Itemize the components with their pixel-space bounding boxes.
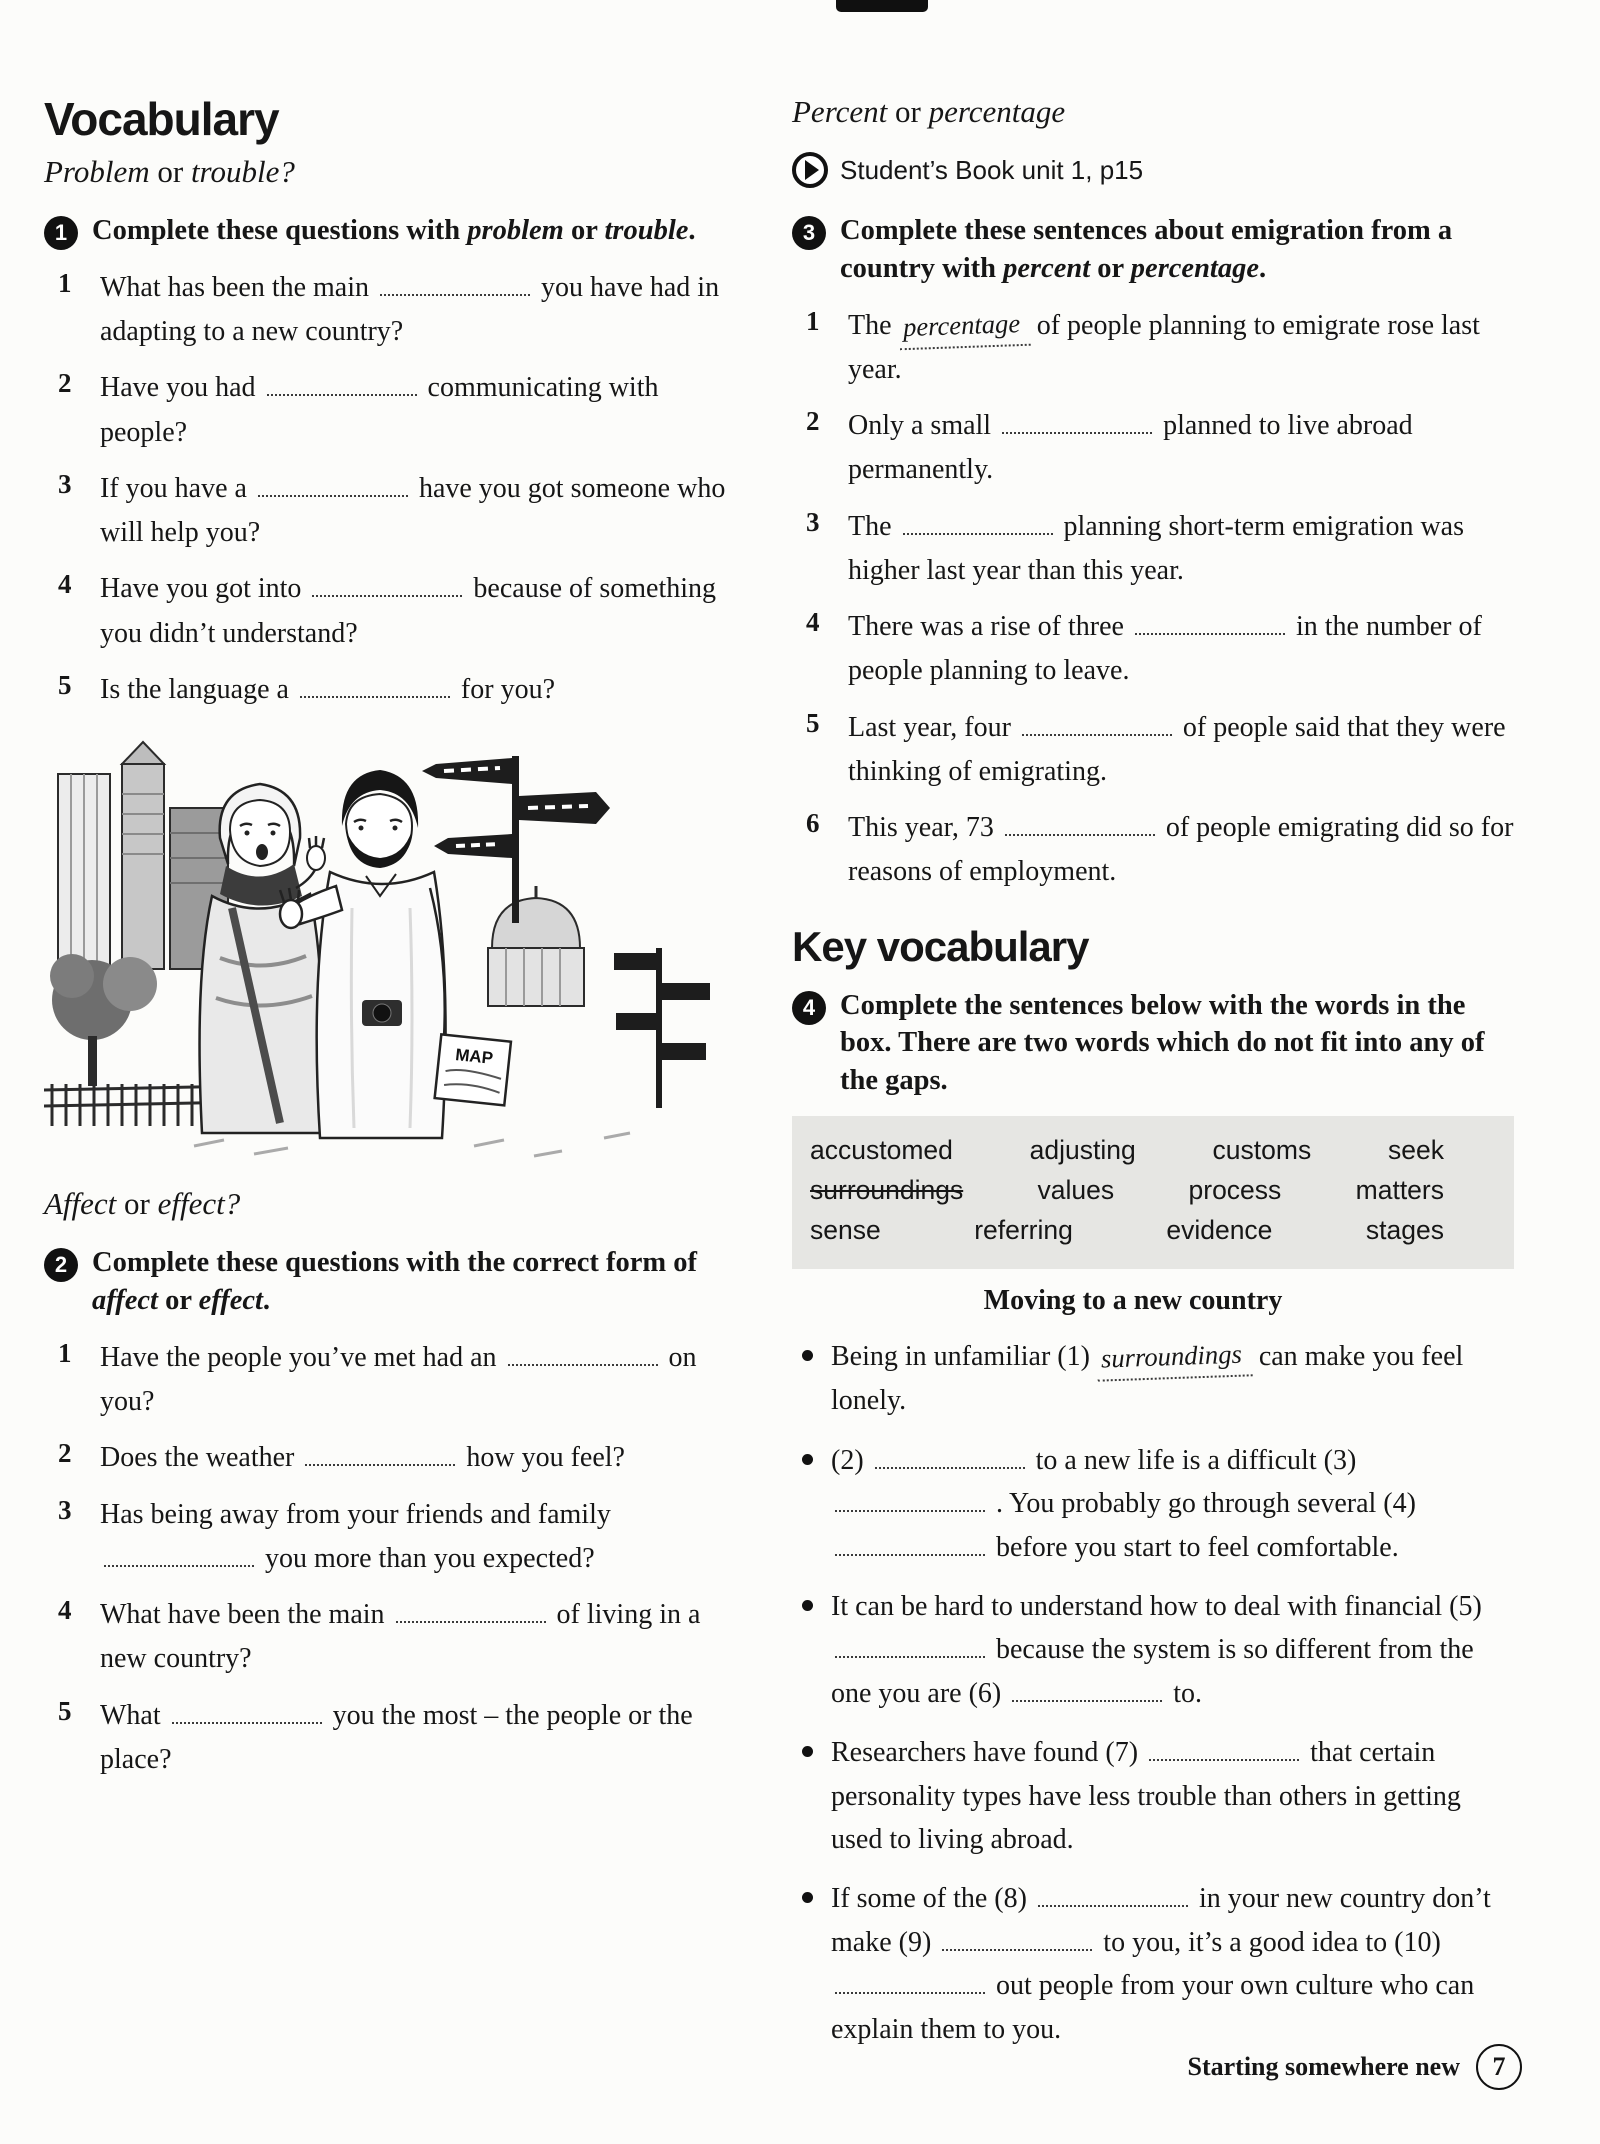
street-scene-drawing (44, 738, 734, 1168)
map (435, 1035, 511, 1106)
text-segment: . (688, 215, 696, 246)
text-segment: Last year, four (848, 711, 1018, 743)
text-segment: or (149, 154, 191, 189)
bullet-dot (802, 1892, 813, 1903)
text-segment: adjusting (1029, 1135, 1136, 1166)
signpost (422, 756, 610, 923)
question-item (58, 266, 744, 354)
text-segment: of living in a new country? (100, 1599, 701, 1675)
sentence-text (848, 806, 1514, 894)
bullet-item (802, 1439, 1514, 1569)
text-segment: Complete these sentences about emigration from a country with (840, 215, 1453, 284)
question-number: 2 (58, 1438, 72, 1469)
text-segment: in the number of people planning to leave. (848, 611, 1482, 687)
question-text (100, 1593, 744, 1681)
text-segment: Complete the sentences below with the words in the box. There are two words which do not fit into any of the gaps. (840, 989, 1485, 1097)
sentence-text (848, 605, 1514, 693)
text-segment: stages (1365, 1215, 1444, 1246)
blank-line (1022, 711, 1172, 736)
text-segment: accustomed (810, 1135, 953, 1166)
text-segment: for you? (453, 673, 555, 705)
text-segment: because the system is so different from the one you are (6) (831, 1634, 1474, 1709)
italic-text-segment: affect (92, 1285, 158, 1316)
text-segment: how you feel? (459, 1442, 625, 1474)
bullet-item (802, 1335, 1514, 1423)
sentence-number: 2 (806, 406, 820, 437)
italic-text-segment: Percent (792, 94, 888, 129)
italic-text-segment: percentage (928, 94, 1066, 129)
text-segment: There was a rise of three (848, 611, 1131, 643)
text-segment: planning short-term emigration was higher last year than this year. (848, 510, 1464, 586)
bullet-list (792, 1335, 1514, 2051)
text-segment: or (887, 94, 929, 129)
question-item (58, 1336, 744, 1424)
map-label: MAP (454, 1045, 494, 1068)
exercise-3-header (792, 212, 1514, 288)
text-segment: What have been the main (100, 1599, 392, 1631)
question-number: 5 (58, 1695, 72, 1726)
italic-text-segment: percentage (1130, 252, 1260, 284)
question-item (58, 467, 744, 555)
street-scene-illustration (44, 738, 744, 1168)
text-segment: communicating with people? (100, 372, 659, 448)
bullet-dot (802, 1454, 813, 1465)
text-segment: referring (974, 1215, 1073, 1246)
exercise-number-badge: 2 (44, 1248, 78, 1282)
text-segment: planned to live abroad permanently. (848, 410, 1413, 486)
text-segment: Have the people you’ve met had an (100, 1341, 504, 1373)
text-segment: or (563, 215, 605, 246)
text-segment: Have you had (100, 372, 263, 404)
text-segment: you the most – the people or the place? (100, 1699, 693, 1775)
question-item (58, 1436, 744, 1480)
question-text (100, 1336, 744, 1424)
exercise-number-badge: 3 (792, 216, 826, 250)
exercise-2-instruction (92, 1244, 744, 1320)
text-segment: (2) (831, 1444, 871, 1476)
question-text (100, 467, 744, 555)
text-segment: matters (1355, 1175, 1444, 1206)
sentence-item (806, 505, 1514, 593)
text-segment: sense (810, 1215, 881, 1246)
text-segment: Has being away from your friends and family (100, 1498, 611, 1530)
blank-line (1038, 1882, 1188, 1907)
exercise-1-header (44, 212, 744, 250)
blank-line (903, 510, 1053, 535)
text-segment: or (116, 1186, 158, 1222)
text-segment: Does the weather (100, 1442, 302, 1474)
exercise-number-badge: 1 (44, 216, 78, 250)
sentence-number: 5 (806, 707, 820, 738)
text-segment: . You probably go through several (4) (989, 1488, 1416, 1520)
exercise-3 (792, 212, 1514, 895)
text-segment: have you got someone who will help you? (100, 472, 726, 549)
text-segment: out people from your own culture who can explain them to you. (831, 1970, 1475, 2045)
bullet-text (831, 1877, 1514, 2051)
bullet-text (831, 1439, 1514, 1569)
blank-line (380, 271, 530, 296)
text-segment: What has been the main (100, 272, 377, 303)
sentence-item (806, 304, 1514, 392)
text-segment: Researchers have found (7) (831, 1737, 1146, 1769)
text-segment: What (100, 1699, 168, 1731)
blank-line (875, 1444, 1025, 1469)
arrow-circle-icon (792, 152, 828, 188)
question-number: 2 (58, 368, 72, 399)
bullet-text (831, 1335, 1514, 1423)
question-item (58, 1493, 744, 1581)
blank-line (835, 1969, 985, 1994)
dome-building (488, 886, 584, 1006)
italic-text-segment: effect? (157, 1186, 241, 1222)
bullet-item (802, 1731, 1514, 1861)
text-segment: because of something you didn’t understand? (100, 573, 717, 649)
text-segment: If some of the (8) (831, 1883, 1034, 1915)
italic-text-segment: effect (198, 1285, 263, 1316)
section-heading-key-vocabulary: Key vocabulary (792, 922, 1089, 970)
blank-line (305, 1441, 455, 1466)
right-column (792, 92, 1514, 2067)
sentence-item (806, 806, 1514, 894)
sentence-text (848, 404, 1514, 492)
exercise-4-header (792, 987, 1514, 1101)
question-number: 3 (58, 468, 72, 499)
exercise-1-questions (44, 266, 744, 712)
sentence-item (806, 706, 1514, 794)
left-column (44, 92, 744, 1794)
italic-text-segment: percent (1003, 252, 1091, 284)
sentence-number: 1 (806, 305, 820, 336)
word-box-row (810, 1215, 1444, 1246)
text-segment: or (157, 1285, 199, 1316)
question-text (100, 668, 744, 712)
text-segment: of people said that they were thinking of emigrating. (848, 711, 1506, 787)
text-segment: process (1188, 1175, 1282, 1206)
exercise-3-sentences (792, 304, 1514, 895)
exercise-1 (44, 212, 744, 712)
bullet-dot (802, 1746, 813, 1757)
text-segment: on you? (100, 1341, 697, 1418)
question-text (100, 1694, 744, 1782)
text-segment: to a new life is a difficult (3) (1028, 1444, 1357, 1476)
italic-text-segment: Problem (44, 154, 150, 189)
question-item (58, 668, 744, 712)
text-segment: seek (1387, 1135, 1444, 1166)
text-segment: Being in unfamiliar (1) (831, 1341, 1097, 1373)
blank-line (258, 472, 408, 497)
question-text (100, 1493, 744, 1581)
text-segment: This year, 73 (848, 812, 1001, 844)
passage-title: Moving to a new country (983, 1285, 1283, 1317)
exercise-number-badge: 4 (792, 991, 826, 1025)
question-number: 3 (58, 1494, 72, 1525)
exercise-2-header (44, 1244, 744, 1320)
text-segment: of people planning to emigrate rose last year. (848, 309, 1480, 386)
blank-line (300, 673, 450, 698)
handwritten-answer: percentage (898, 302, 1031, 351)
text-segment: Complete these questions with (92, 215, 468, 246)
blank-line (942, 1926, 1092, 1951)
exercise-3-instruction (840, 212, 1514, 288)
text-segment: It can be hard to understand how to deal with financial (5) (831, 1591, 1482, 1623)
question-text (100, 266, 744, 354)
students-book-reference (792, 152, 1514, 188)
bullet-item (802, 1585, 1514, 1715)
question-number: 4 (58, 569, 72, 600)
text-segment: The (848, 510, 899, 542)
text-segment: that certain personality types have less trouble than others in getting used to living abroad. (831, 1737, 1461, 1855)
text-segment: of people emigrating did so for reasons of employment. (848, 812, 1514, 888)
bullet-dot (802, 1600, 813, 1611)
camera (362, 1000, 402, 1026)
text-segment: to you, it’s a good idea to (10) (1096, 1926, 1441, 1958)
text-segment: before you start to feel comfortable. (989, 1531, 1399, 1563)
sentence-item (806, 404, 1514, 492)
text-segment: values (1037, 1175, 1115, 1206)
blank-line (312, 572, 462, 597)
text-segment: you more than you expected? (258, 1542, 595, 1574)
sentence-text (848, 706, 1514, 794)
italic-text-segment: trouble? (190, 154, 295, 189)
text-segment: customs (1212, 1135, 1312, 1166)
bullet-item (802, 1877, 1514, 2051)
bullet-text (831, 1731, 1514, 1861)
word-box (792, 1116, 1514, 1269)
text-segment: in your new country don’t make (9) (831, 1883, 1491, 1958)
text-segment: Have you got into (100, 573, 309, 605)
text-segment: . (262, 1285, 271, 1316)
text-segment: Only a small (848, 410, 999, 442)
exercise-2-questions (44, 1336, 744, 1782)
question-text (100, 366, 744, 454)
text-segment: . (1259, 252, 1267, 284)
question-item (58, 366, 744, 454)
blank-line (104, 1542, 254, 1567)
sentence-text (848, 304, 1514, 392)
question-number: 4 (58, 1595, 72, 1626)
reference-label: Student’s Book unit 1, p15 (840, 154, 1144, 185)
handwritten-answer: surroundings (1096, 1334, 1252, 1383)
sentence-number: 6 (806, 808, 820, 839)
subheading-percent-or-percentage (792, 94, 1514, 130)
blank-line (1002, 409, 1152, 434)
exercise-2 (44, 1244, 744, 1782)
italic-text-segment: Affect (44, 1186, 117, 1222)
sentence-number: 3 (806, 506, 820, 537)
subheading-problem-or-trouble (44, 154, 744, 190)
text-segment: or (1090, 252, 1131, 284)
signpost-small (614, 948, 710, 1108)
blank-line (1135, 610, 1285, 635)
question-number: 1 (58, 268, 72, 298)
page-top-binding-mark (836, 0, 928, 12)
word-box-row (810, 1175, 1444, 1206)
word-box-row (810, 1135, 1444, 1166)
blank-line (396, 1598, 546, 1623)
blank-line (835, 1531, 985, 1556)
blank-line (835, 1487, 985, 1512)
blank-line (1012, 1677, 1162, 1702)
question-item (58, 567, 744, 655)
question-item (58, 1593, 744, 1681)
text-segment: Is the language a (100, 673, 296, 705)
blank-line (508, 1341, 658, 1366)
sentence-number: 4 (806, 607, 820, 638)
bullet-dot (802, 1350, 813, 1361)
question-number: 1 (58, 1337, 72, 1368)
text-segment: evidence (1166, 1215, 1273, 1246)
page-footer (1188, 2044, 1522, 2090)
buildings-left (58, 742, 228, 969)
text-segment: to. (1166, 1677, 1203, 1709)
question-text (100, 1436, 744, 1480)
text-segment: Complete these questions with the correct form of (92, 1247, 697, 1279)
section-heading-vocabulary: Vocabulary (44, 93, 279, 145)
tree (50, 954, 157, 1086)
struck-word: surroundings (810, 1175, 964, 1206)
blank-line (835, 1633, 985, 1658)
question-item (58, 1694, 744, 1782)
bullet-text (831, 1585, 1514, 1715)
blank-line (172, 1699, 322, 1724)
blank-line (267, 372, 417, 397)
exercise-4-instruction (840, 987, 1514, 1101)
text-segment: can make you feel lonely. (831, 1341, 1464, 1417)
footer-title: Starting somewhere new (1187, 2052, 1460, 2081)
exercise-1-instruction (92, 212, 744, 250)
question-text (100, 567, 744, 655)
question-number: 5 (58, 669, 72, 700)
exercise-4 (792, 987, 1514, 2051)
text-segment: If you have a (100, 472, 254, 504)
italic-text-segment: problem (467, 215, 564, 246)
subheading-affect-or-effect (44, 1186, 744, 1222)
blank-line (1005, 811, 1155, 836)
blank-line (1149, 1736, 1299, 1761)
sentence-text (848, 505, 1514, 593)
page-number-badge: 7 (1476, 2044, 1522, 2090)
text-segment: The (848, 309, 899, 341)
italic-text-segment: trouble (604, 215, 689, 246)
text-segment: you have had in adapting to a new country? (100, 272, 720, 348)
sentence-item (806, 605, 1514, 693)
